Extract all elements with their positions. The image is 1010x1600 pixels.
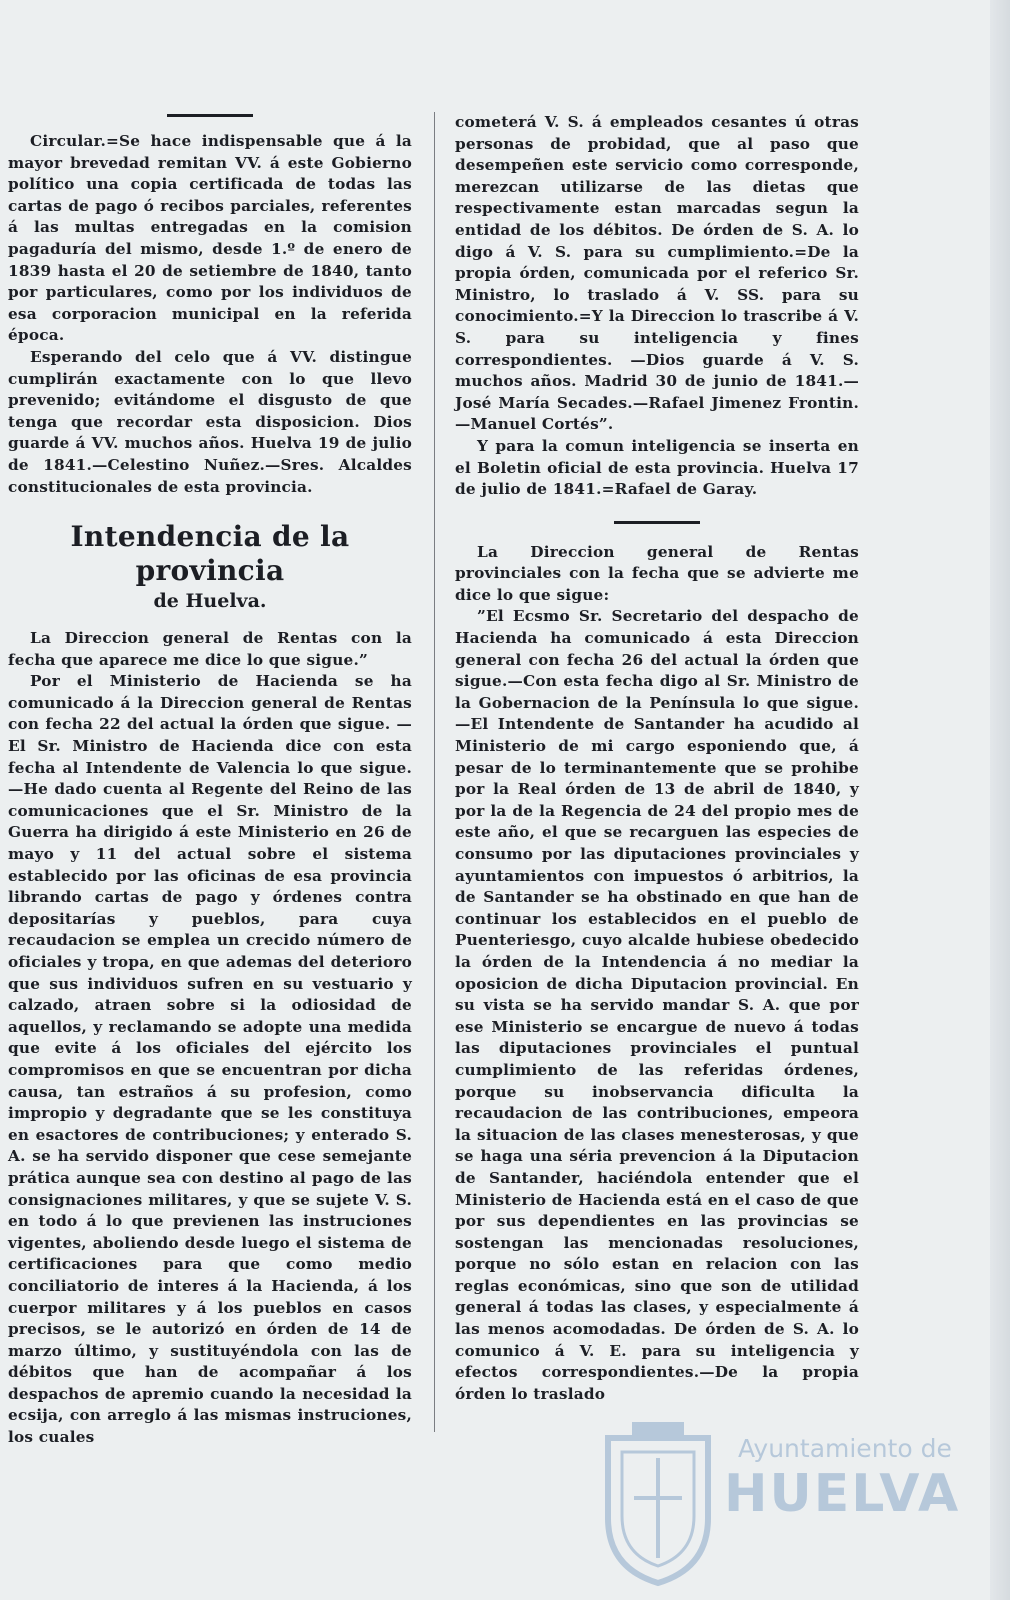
ministerio-hacienda-paragraph: Por el Ministerio de Hacienda se ha comunicado á la Direccion general de Rentas con fecha 22 del actual la órden que sigue. —El Sr. Ministro de Hacienda dice con esta fecha al Intendente de Valencia lo que sigue.—He dado cuenta al Regente del Reino de las comunicaciones que el Sr. Ministro de la Guerra ha dirigido á este Ministerio en 26 de mayo y 11 del actual sobre el sistema establecido por las oficinas de esa provincia librando cartas de pago y órdenes contra depositarías y pueblos, para cuya recaudacion se emplea un crecido número de oficiales y tropa, en que ademas del deterioro que sus individuos sufren en su vestuario y calzado, atraen sobre si la odiosidad de aquellos, y reclamando se adopte una medida que evite á los oficiales del ejército los compromisos en que se encuentran por dicha causa, tan estraños á su profesion, como impropio y degradante que se les constituya en esactores de contribuciones; y enterado S. A. se ha servido disponer que cese semejante prática aunque sea con destino al pago de las consignaciones militares, y que se sujete V. S. en todo á lo que previenen las instruciones vigentes, aboliendo desde luego el sistema de certificaciones para que como medio conciliatorio de interes á la Hacienda, á los cuerpor militares y á los pueblos en casos precisos, se le autorizó en órden de 14 de marzo último, y sustituyéndola con las de débitos que han de acompañar á los despachos de apremio cuando la necesidad la ecsija, con arreglo á las mismas instruciones, los cuales xyxy=(8,672,412,1447)
circular-paragraph: Circular.=Se hace indispensable que á la mayor brevedad remitan VV. á este Gobierno político una copia certificada de todas las cartas de pago ó recibos parciales, referentes á las multas entregadas en la comision pagaduría del mismo, desde 1.º de enero de 1839 hasta el 20 de setiembre de 1840, tanto por particulares, como por los individuos de esa corporacion municipal en la referida época. xyxy=(8,132,412,345)
top-separator-rule xyxy=(167,114,253,117)
left-column xyxy=(8,0,412,1449)
watermark-line1: Ayuntamiento de xyxy=(738,1434,952,1463)
right-column xyxy=(455,112,859,1405)
cometera-paragraph: cometerá V. S. á empleados cesantes ú otras personas de probidad, que al paso que desempeñen este servicio como corresponde, merezcan utilizarse de las dietas que respectivamente estan marcadas segun la entidad de los débitos. De órden de S. A. lo digo á V. S. para su cumplimiento.=De la propia órden, comunicada por el referico Sr. Ministro, lo traslado á V. SS. para su conocimiento.=Y la Direccion lo trascribe á V. S. para su inteligencia y fines correspondientes. —Dios guarde á V. S. muchos años. Madrid 30 de junio de 1841.—José María Secades.—Rafael Jimenez Frontin.—Manuel Cortés”. xyxy=(455,113,859,434)
ayuntamiento-watermark xyxy=(598,1418,961,1598)
ecsmo-paragraph: ”El Ecsmo Sr. Secretario del despacho de Hacienda ha comunicado á esta Direccion general con fecha 26 del actual la órden que sigue.—Con esta fecha digo al Sr. Ministro de la Gobernacion de la Península lo que sigue.—El Intendente de Santander ha acudido al Ministerio de mi cargo esponiendo que, á pesar de lo terminantemente que se prohibe por la Real órden de 13 de abril de 1840, y por la de la Regencia de 24 del propio mes de este año, el que se recarguen las especies de consumo por las diputaciones provinciales y ayuntamientos con impuestos ó arbitrios, la de Santander se ha obstinado en que han de continuar los establecidos en el pueblo de Puenteriesgo, cuyo alcalde hubiese obedecido la órden de la Intendencia á no mediar la oposicion de dicha Diputacion provincial. En su vista se ha servido mandar S. A. que por ese Ministerio se encargue de nuevo á todas las diputaciones provinciales el puntual cumplimiento de las referidas órdenes, porque su inobservancia dificulta la recaudacion de las contribuciones, empeora la situacion de las clases menesterosas, y que se haga una séria prevencion á la Diputacion de Santander, haciéndola entender que el Ministerio de Hacienda está en el caso de que por sus dependientes en las provincias se sostengan las mencionadas resoluciones, porque no sólo estan en relacion con las reglas económicas, sino que son de utilidad general á todas las clases, y especialmente á las menos acomodadas. De órden de S. A. lo comunico á V. E. para su inteligencia y efectos correspondientes.—De la propia órden lo traslado xyxy=(455,607,859,1403)
page-edge xyxy=(990,0,1010,1600)
city-shield-icon xyxy=(598,1418,718,1588)
section-heading: Intendencia de la provincia xyxy=(70,520,350,588)
section-subheading: de Huelva. xyxy=(153,590,267,613)
direccion-rentas-paragraph: La Direccion general de Rentas con la fecha que aparece me dice lo que sigue.” xyxy=(8,629,412,669)
direccion-provinciales-paragraph: La Direccion general de Rentas provinciales con la fecha que se advierte me dice lo que sigue: xyxy=(455,542,859,604)
esperando-paragraph: Esperando del celo que á VV. distingue cumplirán exactamente con lo que llevo prevenido; evitándome el disgusto de que tenga que recordar esta disposicion. Dios guarde á VV. muchos años. Huelva 19 de julio de 1841.—Celestino Nuñez.—Sres. Alcaldes constitucionales de esta provincia. xyxy=(8,347,412,496)
column-divider xyxy=(434,112,435,1432)
watermark-line2: HUELVA xyxy=(724,1464,961,1524)
middle-separator-rule xyxy=(614,521,700,524)
comun-inteligencia-paragraph: Y para la comun inteligencia se inserta en el Boletin oficial de esta provincia. Huelva 17 de julio de 1841.=Rafael de Garay. xyxy=(455,436,859,499)
